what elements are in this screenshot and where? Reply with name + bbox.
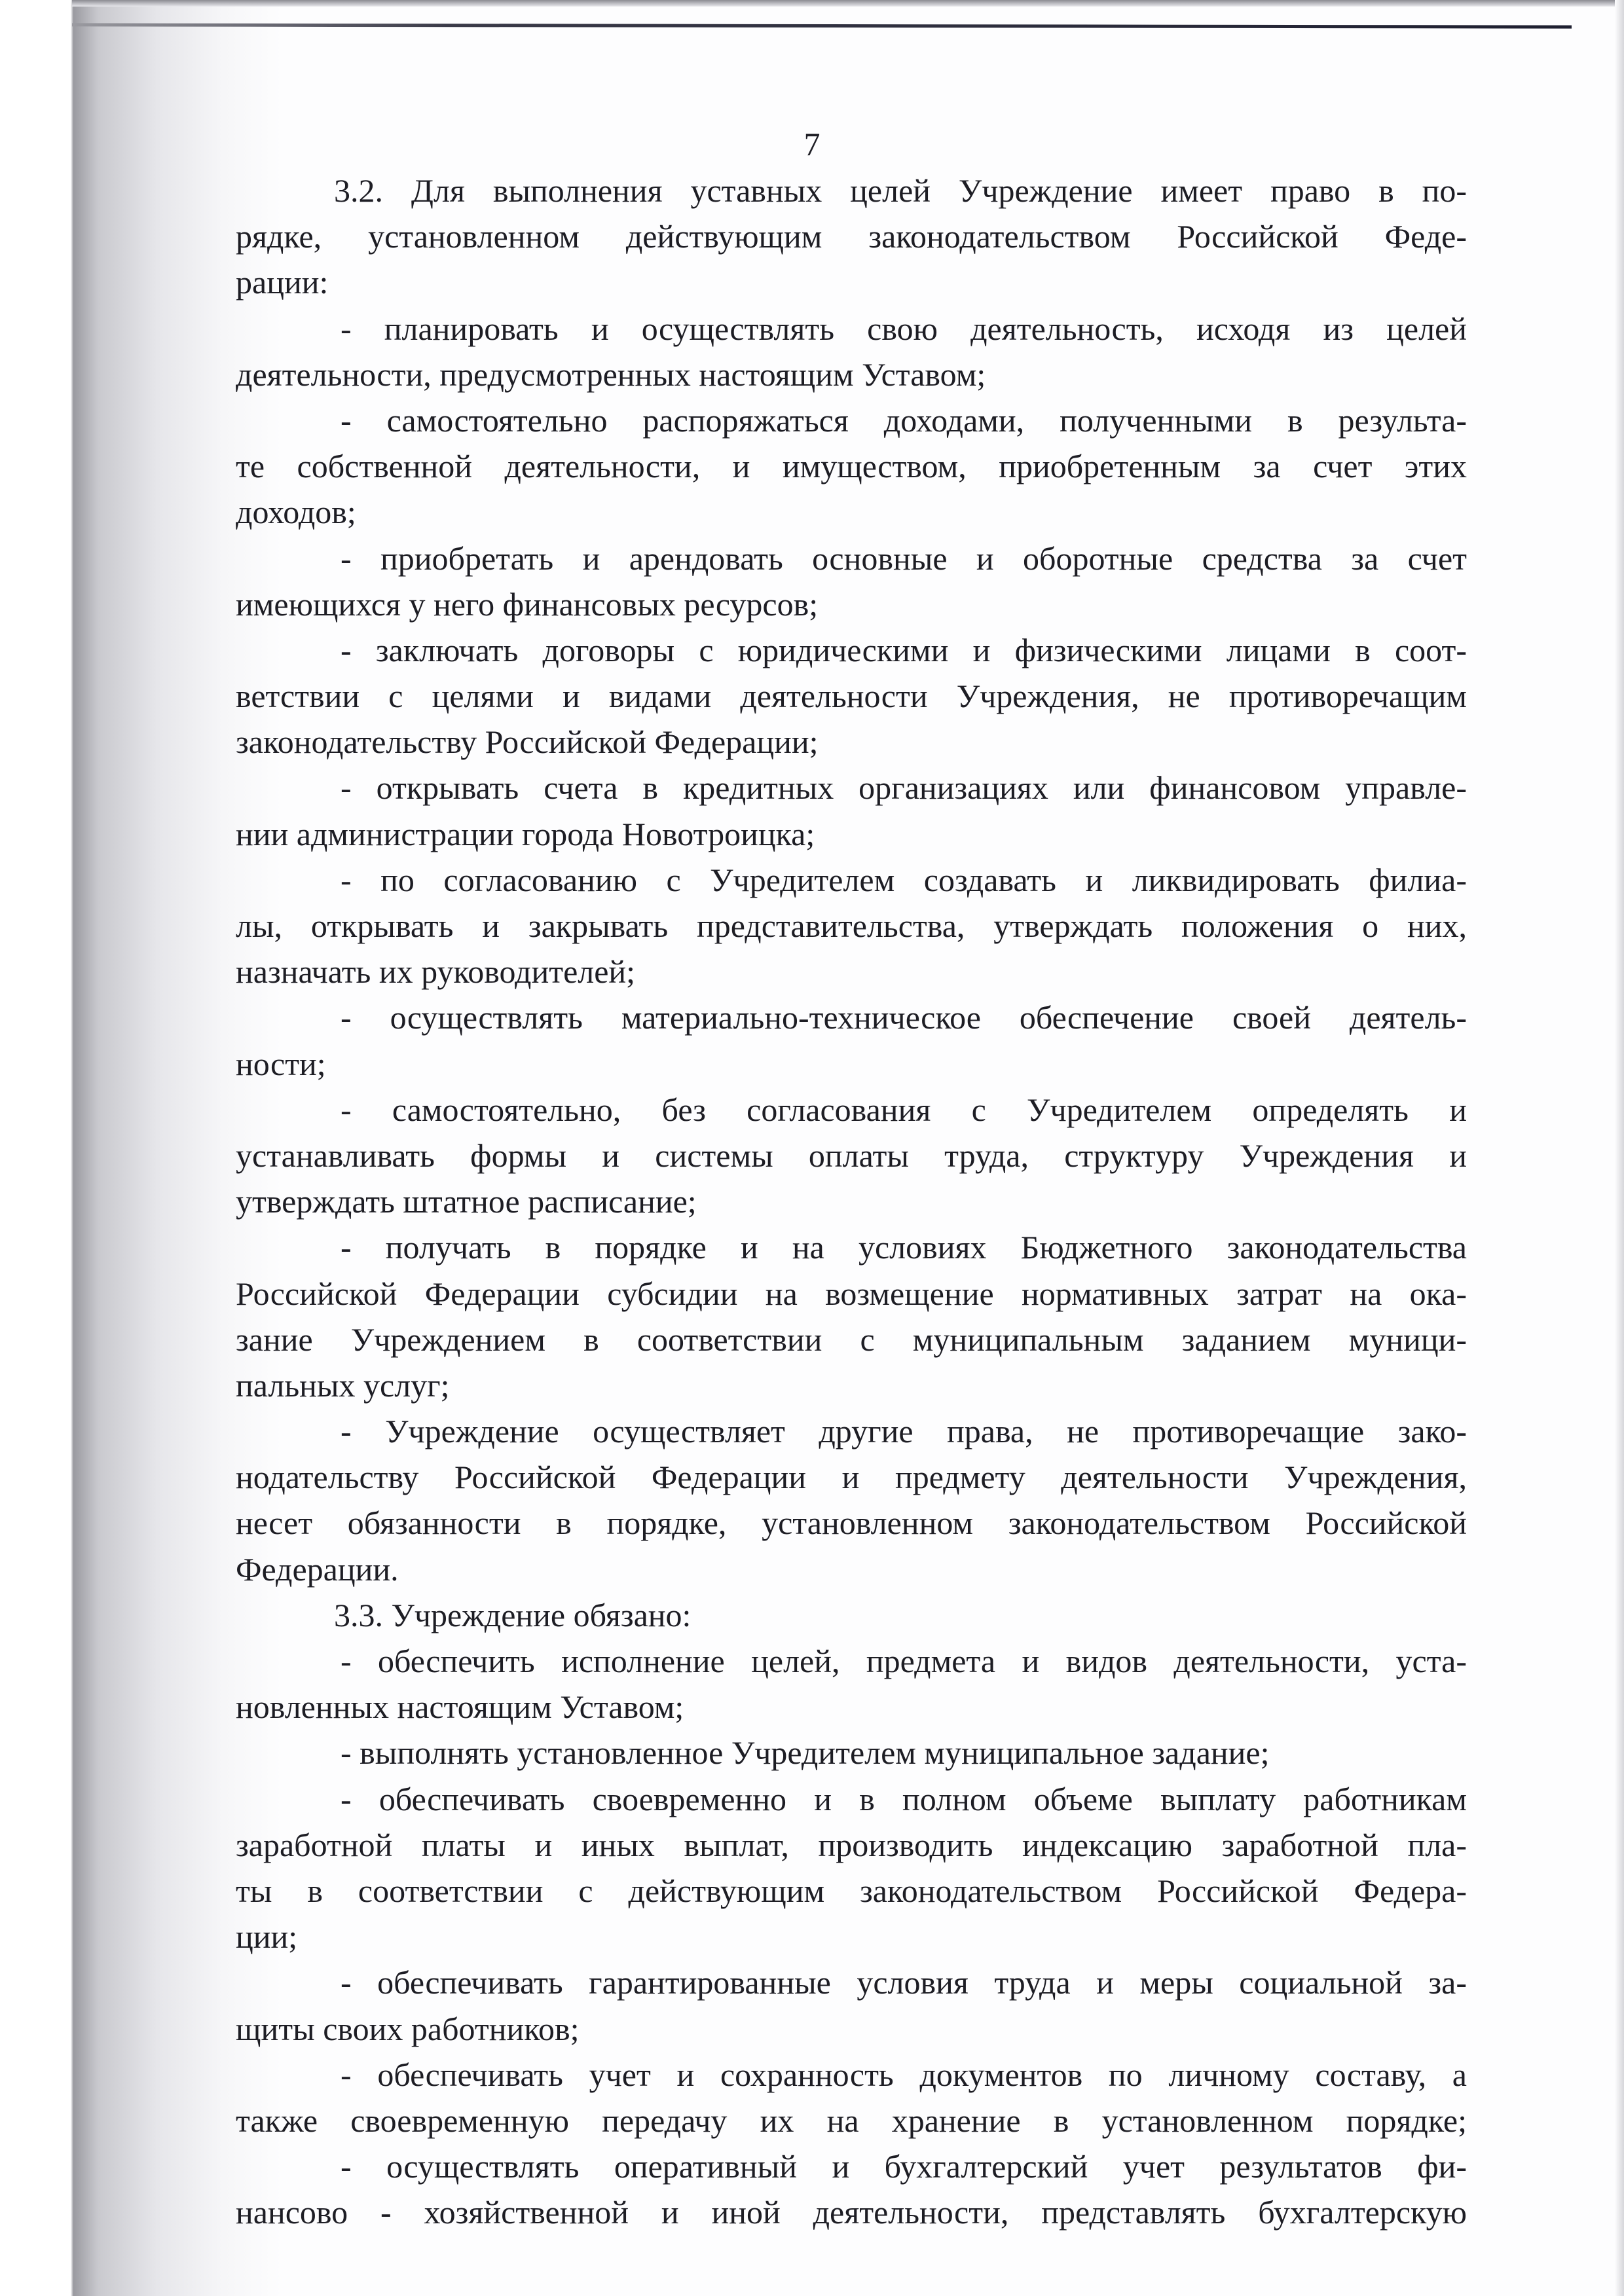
- text-line: имеющихся у него финансовых ресурсов;: [236, 585, 819, 623]
- text-line: - обеспечивать своевременно и в полном объеме выплату работникам: [341, 1780, 1467, 1817]
- text-line: - заключать договоры с юридическими и физическими лицами в соот-: [341, 631, 1467, 668]
- text-line: зание Учреждением в соответствии с муниципальным заданием муници-: [236, 1321, 1467, 1358]
- text-line: новленных настоящим Уставом;: [236, 1688, 684, 1726]
- text-line: утверждать штатное расписание;: [236, 1183, 697, 1220]
- text-line: - открывать счета в кредитных организациях или финансовом управле-: [341, 769, 1467, 807]
- text-line: законодательству Российской Федерации;: [236, 723, 819, 761]
- text-line: ты в соответствии с действующим законодательством Российской Федера-: [236, 1872, 1467, 1909]
- scan-right-edge: [1615, 0, 1624, 2296]
- text-line: заработной платы и иных выплат, производить индексацию заработной пла-: [236, 1826, 1467, 1863]
- page-number: 7: [803, 126, 821, 162]
- scan-top-edge: [72, 0, 1624, 7]
- text-line: деятельности, предусмотренных настоящим Уставом;: [236, 355, 986, 393]
- text-line: - обеспечить исполнение целей, предмета и видов деятельности, уста-: [341, 1643, 1467, 1679]
- text-line: доходов;: [236, 494, 356, 531]
- text-line: устанавливать формы и системы оплаты труда, структуру Учреждения и: [236, 1137, 1467, 1174]
- text-line: 3.2. Для выполнения уставных целей Учреждение имеет право в по-: [334, 172, 1467, 209]
- text-line: - самостоятельно распоряжаться доходами, полученными в результа-: [341, 401, 1467, 439]
- text-line: ветствии с целями и видами деятельности Учреждения, не противоречащим: [236, 678, 1467, 715]
- text-line: ности;: [236, 1045, 326, 1082]
- text-line: - обеспечивать учет и сохранность документов по личному составу, а: [341, 2056, 1467, 2093]
- text-line: - получать в порядке и на условиях Бюджетного законодательства: [341, 1229, 1467, 1266]
- header-rule: [72, 23, 1572, 28]
- text-line: - выполнять установленное Учредителем муниципальное задание;: [341, 1734, 1270, 1772]
- text-line: рядке, установленном действующим законодательством Российской Феде-: [236, 218, 1467, 255]
- text-line: Федерации.: [236, 1550, 399, 1588]
- text-line: нии администрации города Новотроицка;: [236, 815, 815, 852]
- text-line: ции;: [236, 1918, 298, 1956]
- text-line: несет обязанности в порядке, установленном законодательством Российской: [236, 1504, 1467, 1542]
- text-line: пальных услуг;: [236, 1366, 450, 1404]
- text-line: лы, открывать и закрывать представительства, утверждать положения о них,: [236, 907, 1467, 944]
- text-line: нансово - хозяйственной и иной деятельности, представлять бухгалтерскую: [236, 2194, 1467, 2231]
- text-line: рации:: [236, 264, 329, 301]
- text-line: также своевременную передачу их на хранение в установленном порядке;: [236, 2102, 1467, 2139]
- text-line: - приобретать и арендовать основные и оборотные средства за счет: [341, 539, 1467, 577]
- text-line: - Учреждение осуществляет другие права, не противоречащие зако-: [341, 1413, 1467, 1450]
- text-line: - самостоятельно, без согласования с Учредителем определять и: [341, 1091, 1467, 1128]
- text-line: назначать их руководителей;: [236, 953, 636, 991]
- text-line: - обеспечивать гарантированные условия труда и меры социальной за-: [341, 1964, 1467, 2001]
- document-body: [236, 168, 1467, 2235]
- text-line: 3.3. Учреждение обязано:: [334, 1596, 692, 1633]
- text-line: нодательству Российской Федерации и предмету деятельности Учреждения,: [236, 1459, 1467, 1496]
- text-line: - осуществлять материально-техническое обеспечение своей деятель-: [341, 999, 1467, 1036]
- text-line: те собственной деятельности, и имуществом, приобретенным за счет этих: [236, 448, 1467, 485]
- text-line: Российской Федерации субсидии на возмещение нормативных затрат на ока-: [236, 1275, 1467, 1312]
- text-line: щиты своих работников;: [236, 2010, 580, 2047]
- text-line: - осуществлять оперативный и бухгалтерский учет результатов фи-: [341, 2148, 1467, 2185]
- text-line: - по согласованию с Учредителем создавать и ликвидировать филиа-: [341, 861, 1467, 898]
- text-line: - планировать и осуществлять свою деятельность, исходя из целей: [341, 310, 1467, 347]
